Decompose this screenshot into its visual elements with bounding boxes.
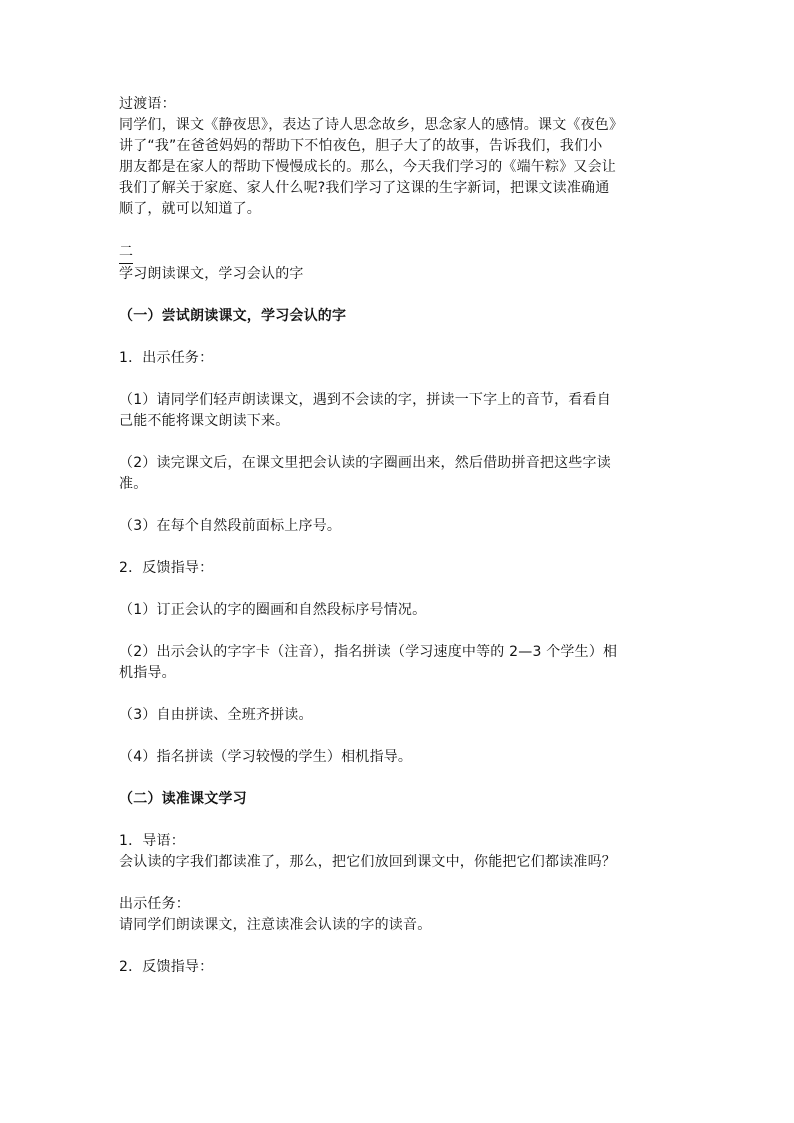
part1-step1-label: 1．出示任务： [119,350,214,366]
document-page [119,94,679,978]
part1-step2-label: 2．反馈指导： [119,560,214,576]
section-title: 学习朗读课文，学习会认的字 [119,266,304,282]
transition-line-2: 讲了“我”在爸爸妈妈的帮助下不怕夜色，胆子大了的故事，告诉我们，我们小 [119,138,603,154]
part1-heading: （一）尝试朗读课文，学习会认的字 [119,308,347,324]
part2-step1-label: 1．导语： [119,833,185,849]
transition-label: 过渡语： [119,96,176,112]
part2-task: 请同学们朗读课文，注意读准会认读的字的读音。 [119,917,432,933]
part2-step2-label: 2．反馈指导： [119,959,214,975]
part1-task1-line-2: 己能不能将课文朗读下来。 [119,413,290,429]
part2-task-label: 出示任务： [119,896,190,912]
part1-feedback-4: （4）指名拼读（学习较慢的学生）相机指导。 [119,749,413,765]
part1-task3: （3）在每个自然段前面标上序号。 [119,518,342,534]
transition-line-3: 朋友都是在家人的帮助下慢慢成长的。那么，今天我们学习的《端午粽》又会让 [119,159,616,175]
part1-feedback-2-line-1: （2）出示会认的字字卡（注音），指名拼读（学习速度中等的 2—3 个学生）相 [119,644,618,660]
transition-line-5: 顺了，就可以知道了。 [119,201,261,217]
part1-feedback-1: （1）订正会认的字的圈画和自然段标序号情况。 [119,602,427,618]
part1-feedback-3: （3）自由拼读、全班齐拼读。 [119,707,313,723]
part2-intro: 会认读的字我们都读准了，那么，把它们放回到课文中，你能把它们都读准吗？ [119,854,616,870]
part1-feedback-2-line-2: 机指导。 [119,665,176,681]
transition-line-1: 同学们，课文《静夜思》，表达了诗人思念故乡，思念家人的感情。课文《夜色》 [119,117,624,133]
part1-task2-line-2: 准。 [119,476,148,492]
part1-task2-line-1: （2）读完课文后，在课文里把会认读的字圈画出来，然后借助拼音把这些字读 [119,455,611,471]
part2-heading: （二）读准课文学习 [119,791,247,807]
section-number: 二 [119,242,679,264]
transition-line-4: 我们了解关于家庭、家人什么呢?我们学习了这课的生字新词，把课文读准确通 [119,180,610,196]
part1-task1-line-1: （1）请同学们轻声朗读课文，遇到不会读的字，拼读一下字上的音节，看看自 [119,392,611,408]
